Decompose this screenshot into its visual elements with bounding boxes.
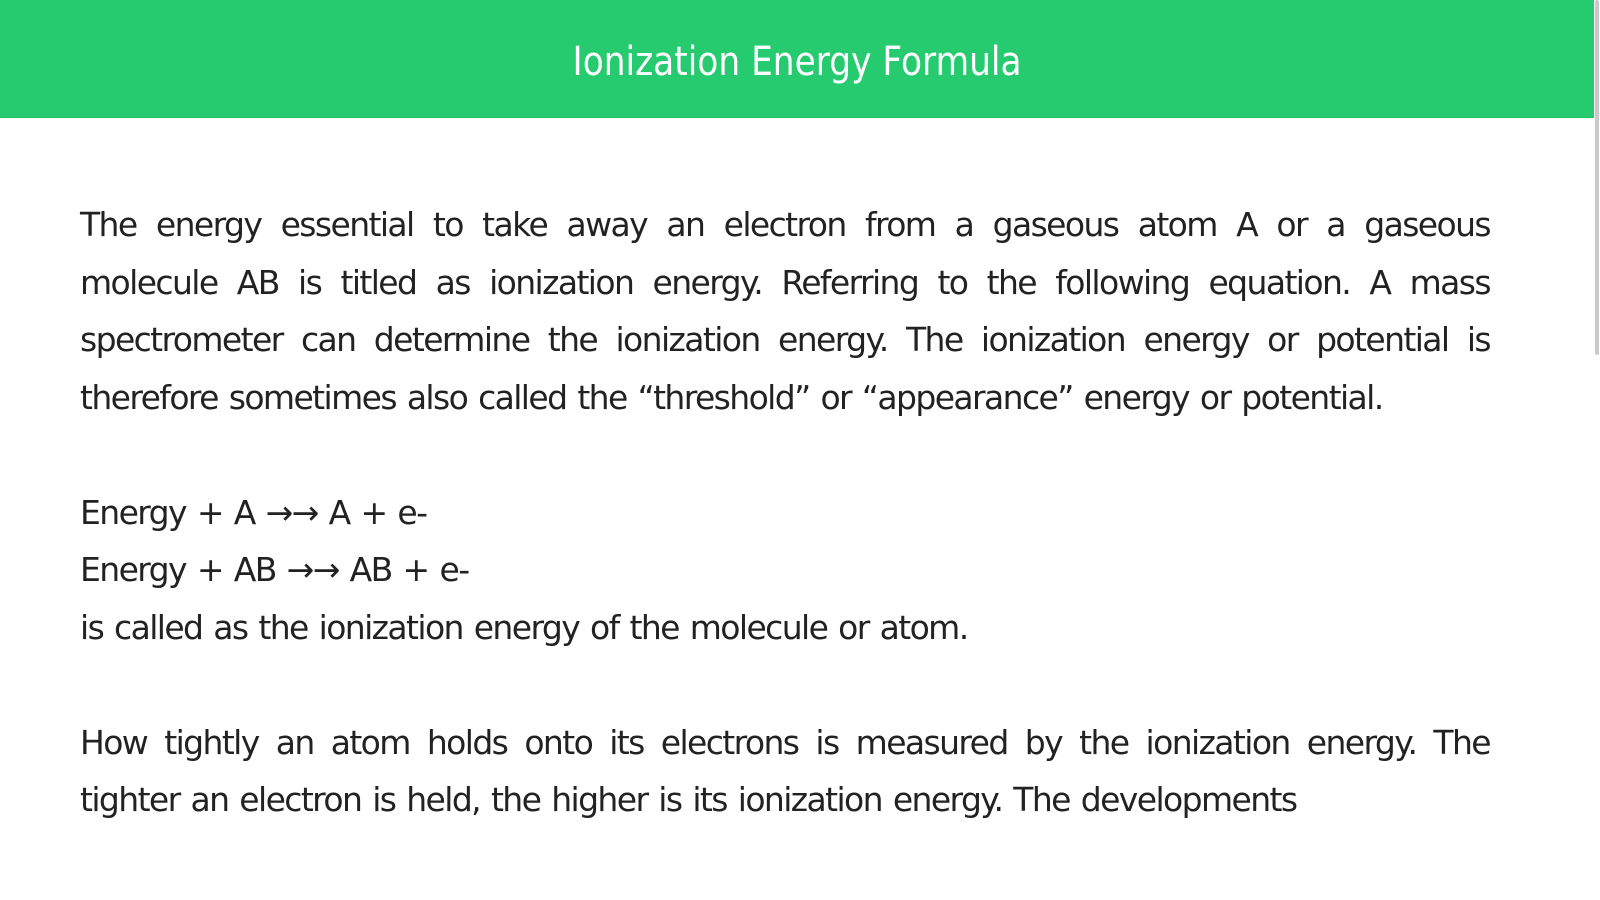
vertical-scrollbar[interactable]: [1594, 0, 1600, 900]
intro-paragraph: The energy essential to take away an electron from a gaseous atom A or a gaseous molecule AB is titled as ionization energy. Referring to the following equation. A mass spectrometer can determine the ionization energy. The ionization energy or potential is therefore sometimes also called the “threshold” or “appearance” energy or potential.: [80, 205, 1490, 417]
equation-molecule: Energy + AB →→ AB + e-: [80, 550, 469, 589]
equation-atom: Energy + A →→ A + e-: [80, 492, 427, 532]
page-title: Ionization Energy Formula: [572, 38, 1022, 85]
scrollbar-thumb[interactable]: [1595, 0, 1599, 355]
page-header: [0, 0, 1594, 118]
ionization-explanation-paragraph: How tightly an atom holds onto its electrons is measured by the ionization energy. The tighter an electron is held, the higher is its ionization energy. The developments: [80, 722, 1490, 819]
equation-caption: is called as the ionization energy of the molecule or atom.: [80, 607, 968, 647]
article-body: [80, 196, 1490, 886]
